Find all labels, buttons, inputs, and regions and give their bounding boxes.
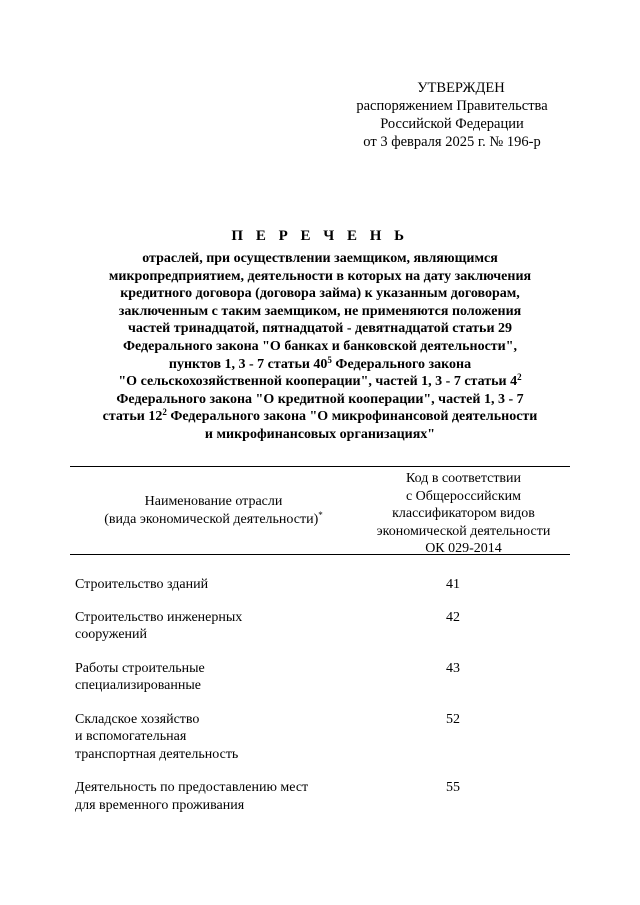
okved-code: 55: [446, 780, 460, 795]
table-row: [70, 576, 570, 594]
title-line: и микрофинансовых организациях": [204, 426, 436, 442]
table-row: [70, 711, 570, 764]
industry-name-line: Строительство инженерных: [75, 609, 243, 625]
industry-name-line: транспортная деятельность: [75, 746, 239, 762]
industry-name: [70, 660, 357, 695]
industry-name-line: специализированные: [75, 678, 201, 693]
header-code-line: экономической деятельности: [376, 523, 551, 539]
header-name-column: [70, 467, 357, 554]
superscript: 2: [162, 407, 167, 418]
table-header: [70, 467, 570, 554]
industry-name-line: и вспомогательная: [75, 729, 187, 744]
industry-name: [70, 576, 357, 594]
approval-block: [352, 79, 552, 151]
header-name-line: [104, 511, 323, 529]
header-code-line: классификатором видов: [392, 506, 535, 521]
header-code-line: с Общероссийским: [405, 488, 522, 504]
title-line: [60, 373, 580, 391]
document-title: [60, 250, 580, 444]
okved-code: 41: [446, 577, 460, 592]
industry-name-line: Строительство зданий: [75, 577, 209, 592]
superscript: 2: [517, 372, 522, 383]
industries-table: [70, 466, 570, 814]
table-row: [70, 609, 570, 644]
approval-line: распоряжением Правительства: [356, 98, 548, 114]
approval-line: Российской Федерации: [380, 116, 524, 132]
header-code-line: Код в соответствии: [405, 471, 522, 486]
table-row: [70, 660, 570, 695]
industry-name: [70, 779, 357, 814]
title-line: [60, 408, 580, 426]
industry-name-line: Складское хозяйство: [75, 711, 200, 727]
footnote-mark: *: [318, 509, 323, 520]
industry-name-line: сооружений: [75, 627, 148, 642]
header-code-column: [357, 467, 570, 554]
document-heading: П Е Р Е Ч Е Н Ь: [231, 228, 409, 244]
approval-date-number: от 3 февраля 2025 г. № 196-р: [363, 134, 541, 150]
okved-code: 43: [446, 660, 460, 676]
title-line: заключенным с таким заемщиком, не применяются положения: [118, 303, 522, 319]
header-name-text: (вида экономической деятельности): [104, 511, 319, 527]
okved-code: 42: [446, 609, 460, 625]
title-line: Федерального закона "О банках и банковской деятельности",: [122, 338, 518, 354]
title-line: отраслей, при осуществлении заемщиком, являющимся: [142, 251, 498, 266]
title-line: частей тринадцатой, пятнадцатой - девятнадцатой статьи 29: [127, 321, 513, 337]
table-row: [70, 779, 570, 814]
title-text: Федерального закона: [331, 356, 472, 372]
title-text: Федерального закона "О микрофинансовой деятельности: [166, 409, 538, 425]
industry-name-line: Деятельность по предоставлению мест: [75, 780, 309, 795]
superscript: 5: [327, 354, 332, 365]
header-name-line: Наименование отрасли: [144, 493, 283, 509]
industry-name: [70, 609, 357, 644]
approved-stamp: УТВЕРЖДЕН: [417, 80, 505, 96]
okved-code: 52: [446, 711, 460, 727]
title-text: статьи 12: [102, 409, 163, 425]
industry-name-line: Работы строительные: [75, 660, 205, 676]
title-line: микропредприятием, деятельности в которых на дату заключения: [108, 268, 532, 284]
title-line: Федерального закона "О кредитной кооперации", частей 1, 3 - 7: [116, 391, 524, 407]
title-text: "О сельскохозяйственной кооперации", частей 1, 3 - 7 статьи 4: [118, 374, 518, 390]
title-line: кредитного договора (договора займа) к указанным договорам,: [120, 286, 520, 302]
header-code-line: ОК 029-2014: [425, 541, 502, 556]
title-line: [60, 356, 580, 374]
industry-name-line: для временного проживания: [75, 797, 245, 813]
industry-name: [70, 711, 357, 764]
title-text: пунктов 1, 3 - 7 статьи 40: [168, 356, 328, 372]
